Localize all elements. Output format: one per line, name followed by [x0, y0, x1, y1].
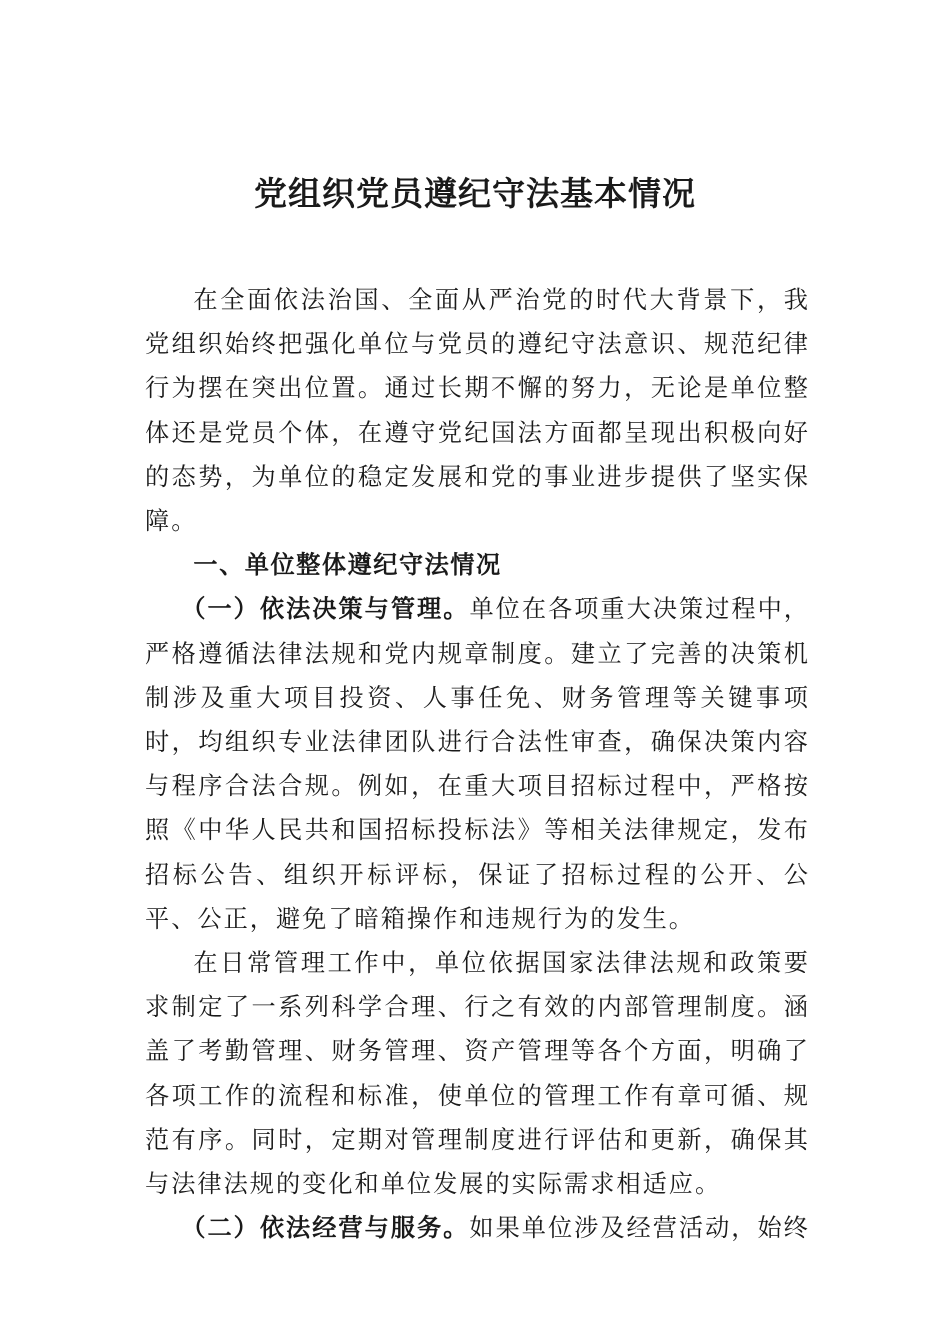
subsection-paragraph-1: [145, 587, 810, 941]
subsection-title-1: （一）依法决策与管理。: [181, 594, 470, 624]
subsection-text-1: 单位在各项重大决策过程中，严格遵循法律法规和党内规章制度。建立了完善的决策机制涉及重大项目投资、人事任免、财务管理等关键事项时，均组织专业法律团队进行合法性审查，确保决策内容与程序合法合规。例如，在重大项目招标过程中，严格按照《中华人民共和国招标投标法》等相关法律规定，发布招标公告、组织开标评标，保证了招标过程的公开、公平、公正，避免了暗箱操作和违规行为的发生。: [145, 595, 810, 933]
subsection-paragraph-2: [145, 1206, 810, 1250]
document-title: 党组织党员遵纪守法基本情况: [254, 174, 696, 213]
subsection-title-2: （二）依法经营与服务。: [181, 1213, 470, 1243]
management-paragraph: 在日常管理工作中，单位依据国家法律法规和政策要求制定了一系列科学合理、行之有效的内部管理制度。涵盖了考勤管理、财务管理、资产管理等各个方面，明确了各项工作的流程和标准，使单位的管理工作有章可循、规范有序。同时，定期对管理制度进行评估和更新，确保其与法律法规的变化和单位发展的实际需求相适应。: [145, 949, 810, 1199]
intro-paragraph: 在全面依法治国、全面从严治党的时代大背景下，我党组织始终把强化单位与党员的遵纪守法意识、规范纪律行为摆在突出位置。通过长期不懈的努力，无论是单位整体还是党员个体，在遵守党纪国法方面都呈现出积极向好的态势，为单位的稳定发展和党的事业进步提供了坚实保障。: [145, 286, 810, 536]
subsection-text-2: 如果单位涉及经营活动，始终: [469, 1214, 810, 1243]
document-body: [145, 278, 810, 1250]
section-heading: 一、单位整体遵纪守法情况: [193, 551, 502, 580]
